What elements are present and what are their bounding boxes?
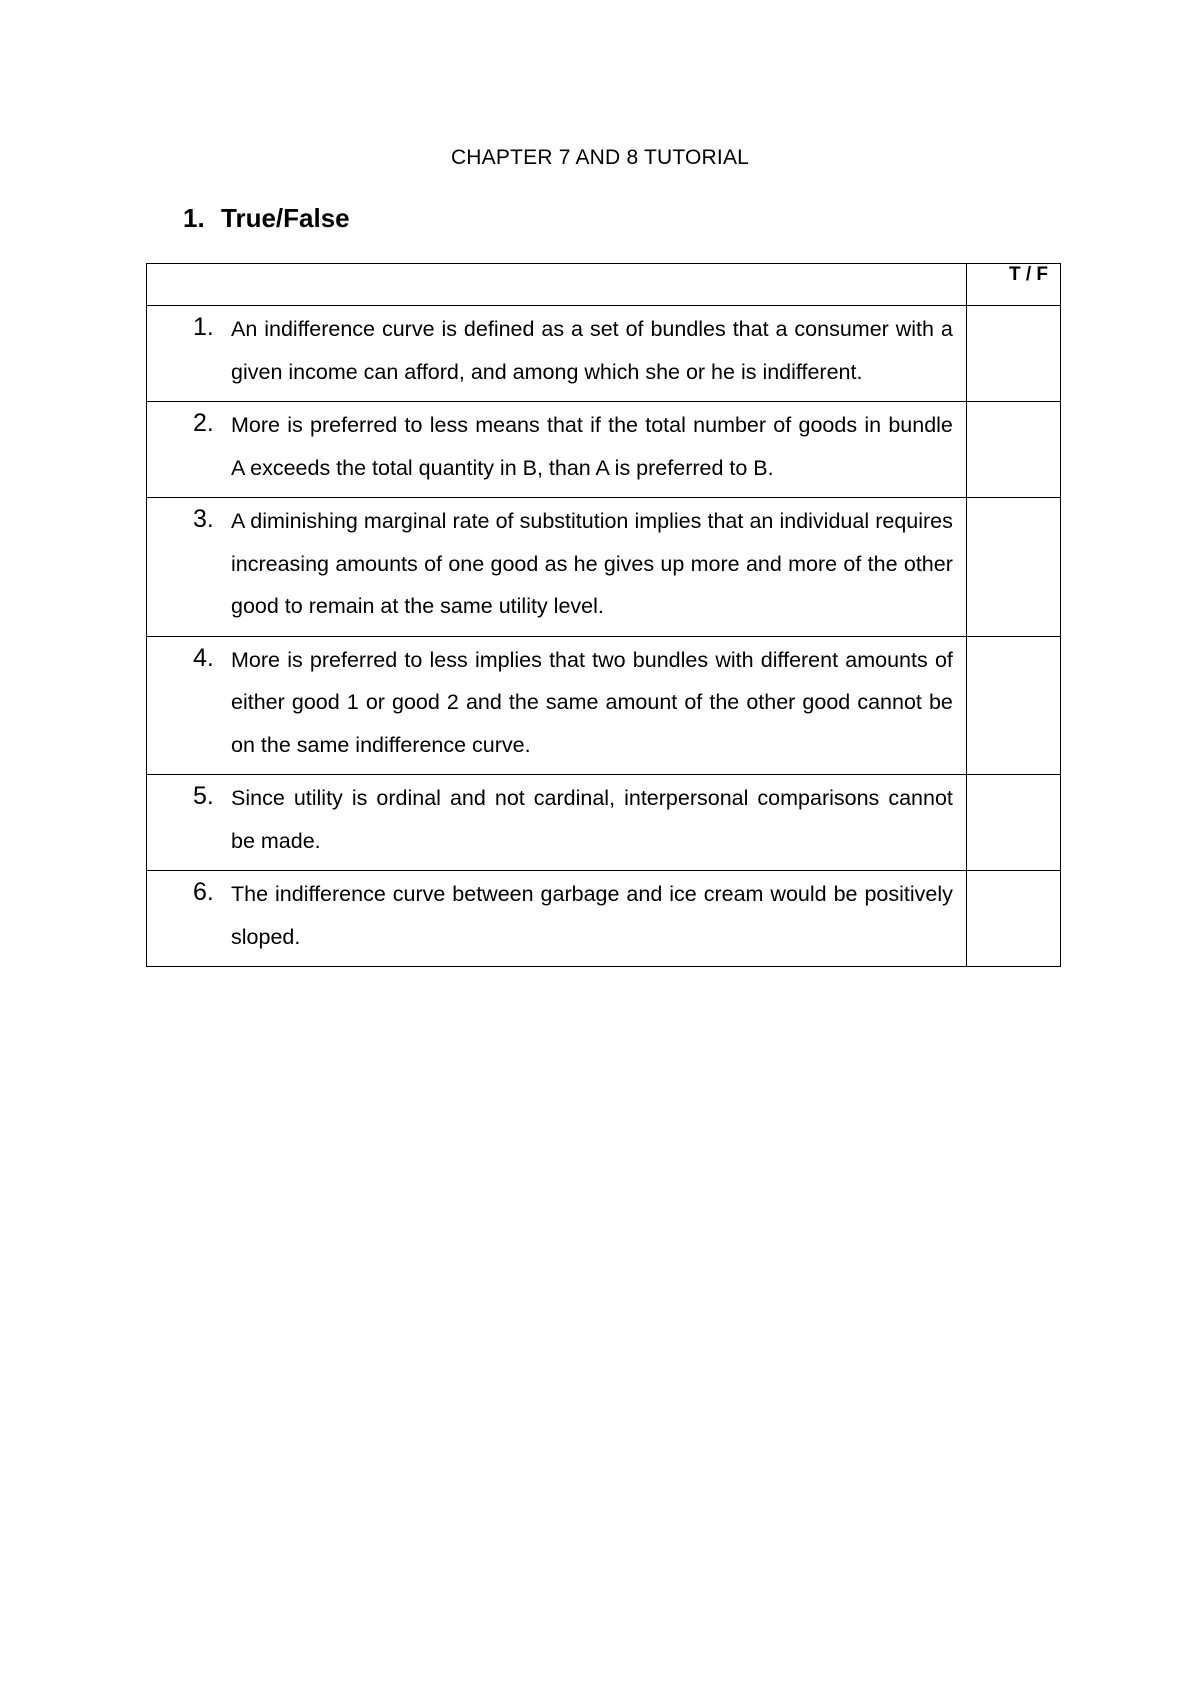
question-row-3: [147, 498, 1061, 637]
question-cell: [147, 498, 967, 637]
question-number: 4.: [193, 643, 214, 672]
question-text: More is preferred to less means that if the total number of goods in bundle A exceeds the total quantity in B, than A is preferred to B.: [231, 413, 953, 480]
page-title: CHAPTER 7 AND 8 TUTORIAL: [450, 146, 750, 169]
answer-cell[interactable]: [966, 636, 1060, 775]
question-cell: [147, 871, 967, 967]
question-text: The indifference curve between garbage and ice cream would be positively sloped.: [231, 882, 953, 949]
question-text: Since utility is ordinal and not cardinal, interpersonal comparisons cannot be made.: [231, 786, 953, 853]
question-row-4: [147, 636, 1061, 775]
question-row-1: [147, 306, 1061, 402]
section-heading-text: True/False: [221, 203, 350, 233]
true-false-table: [146, 263, 1061, 967]
section-heading: [183, 203, 350, 234]
table-header-row: [147, 264, 1061, 306]
statement-header: [147, 264, 967, 306]
answer-cell[interactable]: [966, 871, 1060, 967]
question-cell: [147, 402, 967, 498]
question-number: 3.: [193, 505, 214, 533]
question-row-2: [147, 402, 1061, 498]
question-text: More is preferred to less implies that two bundles with different amounts of either good 1 or good 2 and the same amount of the other good cannot be on the same indifference curve.: [231, 647, 953, 757]
question-row-5: [147, 775, 1061, 871]
question-number: 1.: [193, 313, 214, 341]
question-text: A diminishing marginal rate of substitution implies that an individual requires increasing amounts of one good as he gives up more and more of the other good to remain at the same utility level.: [231, 509, 953, 618]
answer-cell[interactable]: [966, 498, 1060, 637]
question-number: 5.: [193, 782, 214, 810]
question-number: 6.: [193, 878, 214, 906]
question-text: An indifference curve is defined as a set of bundles that a consumer with a given income can afford, and among which she or he is indifferent.: [231, 317, 953, 384]
question-cell: [147, 306, 967, 402]
question-row-6: [147, 871, 1061, 967]
question-cell: [147, 636, 967, 775]
answer-cell[interactable]: [966, 402, 1060, 498]
answer-cell[interactable]: [966, 775, 1060, 871]
question-number: 2.: [193, 409, 214, 437]
answer-cell[interactable]: [966, 306, 1060, 402]
question-cell: [147, 775, 967, 871]
answer-header: T / F: [966, 264, 1060, 306]
section-number: 1.: [183, 203, 205, 233]
